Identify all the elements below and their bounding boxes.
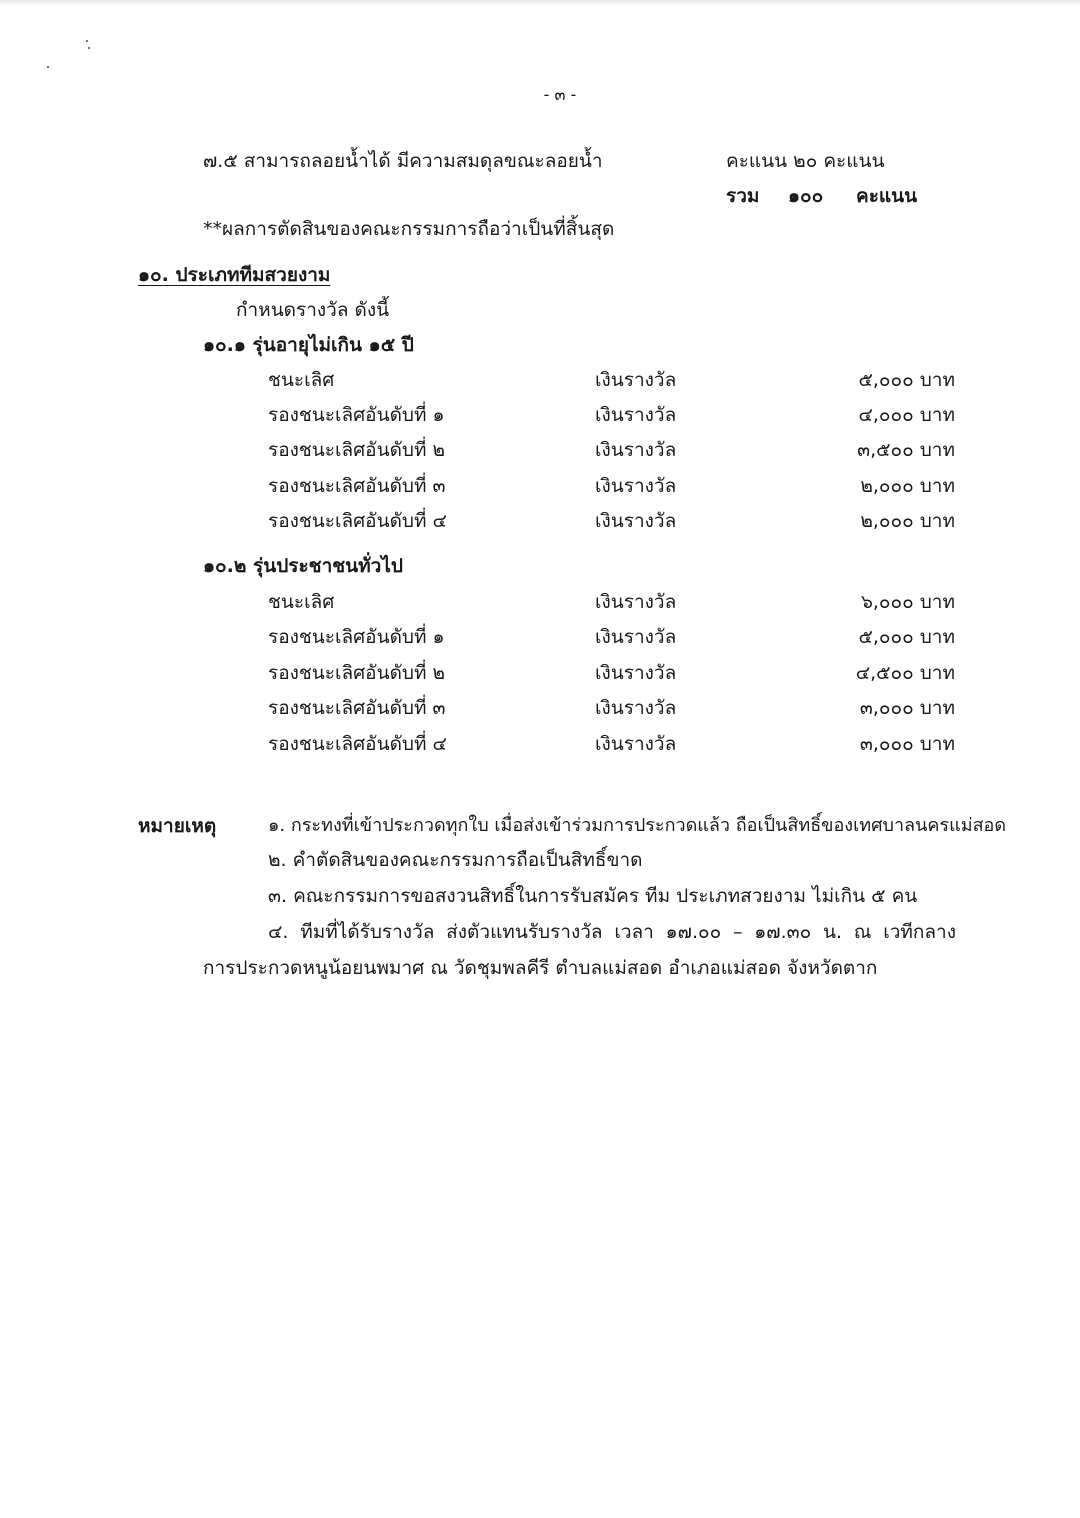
prize-amount: ๔,๕๐๐ บาท	[855, 662, 955, 684]
section-heading: ๑๐. ประเภททีมสวยงาม	[138, 264, 331, 286]
total-unit: คะแนน	[856, 185, 918, 207]
scan-speck	[86, 40, 88, 42]
prize-label: เงินรางวัล	[595, 662, 677, 684]
remarks-label: หมายเหตุ	[138, 815, 217, 837]
remark-item: ๔. ทีมที่ได้รับรางวัล ส่งตัวแทนรับรางวัล เวลา ๑๗.๐๐ – ๑๗.๓๐ น. ณ เวทีกลาง	[268, 921, 956, 943]
prize-amount: ๔,๐๐๐ บาท	[858, 404, 955, 426]
total-value: ๑๐๐	[788, 185, 824, 207]
prize-label: เงินรางวัล	[595, 439, 677, 461]
judge-note: **ผลการตัดสินของคณะกรรมการถือว่าเป็นที่สิ้นสุด	[203, 218, 615, 240]
remark-item-continuation: การประกวดหนูน้อยนพมาศ ณ วัดชุมพลคีรี ตำบลแม่สอด อำเภอแม่สอด จังหวัดตาก	[203, 957, 878, 979]
prize-label: เงินรางวัล	[595, 404, 677, 426]
remark-item: ๓. คณะกรรมการขอสงวนสิทธิ์ในการรับสมัคร ทีม ประเภทสวยงาม ไม่เกิน ๕ คน	[268, 885, 918, 907]
prize-label: เงินรางวัล	[595, 475, 677, 497]
prize-amount: ๓,๐๐๐ บาท	[859, 733, 955, 755]
prize-amount: ๓,๕๐๐ บาท	[857, 439, 955, 461]
group-title: ๑๐.๒ รุ่นประชาชนทั่วไป	[203, 555, 403, 577]
section-intro: กำหนดรางวัล ดังนี้	[236, 299, 390, 321]
prize-amount: ๕,๐๐๐ บาท	[858, 626, 955, 648]
prize-place: รองชนะเลิศอันดับที่ ๒	[268, 662, 446, 684]
group-title: ๑๐.๑ รุ่นอายุไม่เกิน ๑๕ ปี	[203, 334, 414, 356]
prize-amount: ๕,๐๐๐ บาท	[858, 369, 955, 391]
prize-place: รองชนะเลิศอันดับที่ ๔	[268, 733, 447, 755]
page-number: - ๓ -	[543, 85, 577, 104]
scan-speck	[88, 47, 90, 49]
score-item-score: คะแนน ๒๐ คะแนน	[726, 150, 885, 172]
prize-amount: ๒,๐๐๐ บาท	[860, 475, 955, 497]
prize-place: รองชนะเลิศอันดับที่ ๓	[268, 697, 446, 719]
remark-item: ๑. กระทงที่เข้าประกวดทุกใบ เมื่อส่งเข้าร่วมการประกวดแล้ว ถือเป็นสิทธิ์ของเทศบาลนครแม่สอด	[268, 815, 1007, 836]
prize-place: รองชนะเลิศอันดับที่ ๓	[268, 475, 446, 497]
remark-item: ๒. คำตัดสินของคณะกรรมการถือเป็นสิทธิ์ขาด	[268, 849, 643, 871]
prize-label: เงินรางวัล	[595, 369, 677, 391]
total-label: รวม	[726, 185, 760, 207]
prize-place: รองชนะเลิศอันดับที่ ๑	[268, 404, 445, 426]
scan-edge	[0, 0, 1080, 6]
prize-label: เงินรางวัล	[595, 733, 677, 755]
prize-amount: ๓,๐๐๐ บาท	[859, 697, 955, 719]
prize-place: รองชนะเลิศอันดับที่ ๑	[268, 626, 445, 648]
prize-place: รองชนะเลิศอันดับที่ ๔	[268, 510, 447, 532]
prize-place: ชนะเลิศ	[268, 369, 335, 391]
prize-amount: ๒,๐๐๐ บาท	[860, 510, 955, 532]
scan-speck	[47, 66, 49, 68]
prize-label: เงินรางวัล	[595, 591, 677, 613]
prize-amount: ๖,๐๐๐ บาท	[860, 591, 955, 613]
prize-label: เงินรางวัล	[595, 626, 677, 648]
prize-label: เงินรางวัล	[595, 697, 677, 719]
prize-place: ชนะเลิศ	[268, 591, 335, 613]
prize-place: รองชนะเลิศอันดับที่ ๒	[268, 439, 446, 461]
prize-label: เงินรางวัล	[595, 510, 677, 532]
score-item-label: ๗.๕ สามารถลอยน้ำได้ มีความสมดุลขณะลอยน้ำ	[203, 150, 603, 172]
